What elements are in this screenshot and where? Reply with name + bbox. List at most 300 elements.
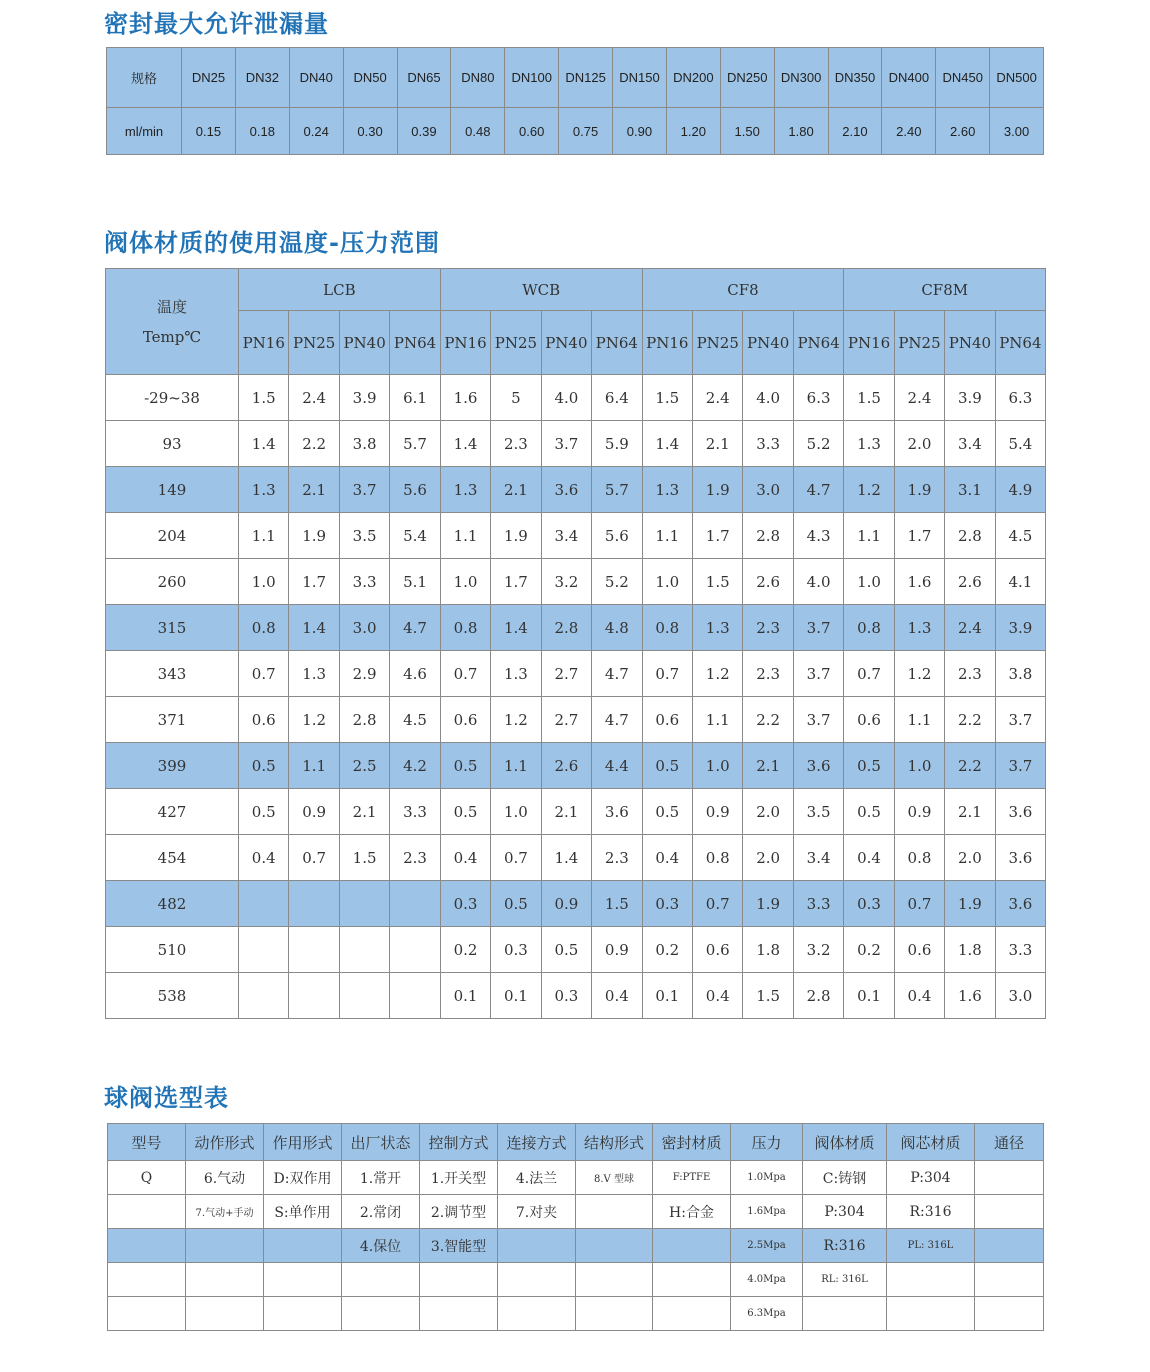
temp-cell: 538 <box>106 973 239 1019</box>
size-cell: DN125 <box>559 48 613 108</box>
pressure-cell: 5.9 <box>592 421 642 467</box>
pressure-cell: 2.1 <box>289 467 339 513</box>
pressure-cell: 1.2 <box>491 697 541 743</box>
temp-row <box>106 835 1046 881</box>
pressure-cell: 3.2 <box>793 927 843 973</box>
temp-header <box>106 269 239 375</box>
selection-cell: 1.开关型 <box>420 1161 498 1195</box>
pressure-cell: 0.7 <box>440 651 490 697</box>
size-cell: DN100 <box>505 48 559 108</box>
temp-row <box>106 697 1046 743</box>
pressure-cell: 0.9 <box>289 789 339 835</box>
pn-header: PN25 <box>491 311 541 375</box>
pressure-cell: 0.4 <box>440 835 490 881</box>
pressure-cell <box>390 881 440 927</box>
pressure-cell: 1.3 <box>693 605 743 651</box>
selection-cell <box>342 1263 420 1297</box>
pressure-cell: 1.4 <box>239 421 289 467</box>
pressure-cell: 3.6 <box>995 881 1045 927</box>
selection-header-cell: 通径 <box>975 1124 1044 1161</box>
pressure-cell: 2.7 <box>541 651 591 697</box>
pressure-cell: 4.4 <box>592 743 642 789</box>
selection-cell: C:铸钢 <box>803 1161 887 1195</box>
pn-header: PN40 <box>743 311 793 375</box>
pressure-cell <box>339 927 389 973</box>
pressure-cell: 1.1 <box>239 513 289 559</box>
pressure-cell <box>239 881 289 927</box>
pressure-cell: 0.9 <box>592 927 642 973</box>
pressure-cell: 0.7 <box>844 651 894 697</box>
pressure-cell: 0.2 <box>844 927 894 973</box>
selection-cell: 1.6Mpa <box>731 1195 803 1229</box>
selection-row <box>108 1229 1044 1263</box>
pressure-cell: 5.7 <box>592 467 642 513</box>
pn-header: PN64 <box>793 311 843 375</box>
selection-row <box>108 1195 1044 1229</box>
leakage-value-cell: 1.80 <box>774 108 828 155</box>
pressure-cell: 0.9 <box>541 881 591 927</box>
pressure-cell: 2.6 <box>945 559 995 605</box>
selection-cell: 1.0Mpa <box>731 1161 803 1195</box>
pressure-cell: 2.5 <box>339 743 389 789</box>
pressure-cell: 3.9 <box>339 375 389 421</box>
pressure-cell: 1.1 <box>289 743 339 789</box>
pressure-cell: 3.0 <box>995 973 1045 1019</box>
pressure-cell: 1.1 <box>491 743 541 789</box>
selection-header-row <box>108 1124 1044 1161</box>
selection-cell: 8.V 型球 <box>576 1161 653 1195</box>
pressure-cell: 3.4 <box>945 421 995 467</box>
material-WCB: WCB <box>440 269 642 311</box>
temp-cell: 482 <box>106 881 239 927</box>
size-cell: DN200 <box>666 48 720 108</box>
pressure-cell: 2.3 <box>592 835 642 881</box>
temp-row <box>106 973 1046 1019</box>
pressure-cell: 0.5 <box>491 881 541 927</box>
pn-header: PN16 <box>642 311 692 375</box>
temp-row <box>106 467 1046 513</box>
selection-cell <box>108 1195 186 1229</box>
pressure-cell: 0.3 <box>844 881 894 927</box>
pressure-cell: 1.4 <box>491 605 541 651</box>
pressure-cell: 2.1 <box>743 743 793 789</box>
leakage-value-cell: 1.50 <box>720 108 774 155</box>
pressure-cell: 0.7 <box>289 835 339 881</box>
pressure-cell: 2.3 <box>945 651 995 697</box>
size-cell: DN500 <box>990 48 1044 108</box>
pressure-cell <box>239 973 289 1019</box>
leakage-value-cell: 3.00 <box>990 108 1044 155</box>
unit-label: ml/min <box>107 108 182 155</box>
pressure-cell: 2.1 <box>541 789 591 835</box>
pressure-cell: 2.6 <box>743 559 793 605</box>
pressure-cell: 4.3 <box>793 513 843 559</box>
size-cell: DN350 <box>828 48 882 108</box>
pressure-cell: 3.5 <box>339 513 389 559</box>
pressure-cell: 1.9 <box>289 513 339 559</box>
selection-cell <box>887 1263 975 1297</box>
leakage-value-cell: 0.24 <box>289 108 343 155</box>
pn-header: PN16 <box>239 311 289 375</box>
pressure-cell: 2.1 <box>339 789 389 835</box>
selection-cell: Q <box>108 1161 186 1195</box>
selection-cell <box>342 1297 420 1331</box>
leakage-title: 密封最大允许泄漏量 <box>104 10 329 38</box>
pressure-cell: 4.0 <box>743 375 793 421</box>
temp-cell: 93 <box>106 421 239 467</box>
pressure-cell: 3.9 <box>995 605 1045 651</box>
selection-header-cell: 压力 <box>731 1124 803 1161</box>
pressure-cell: 4.9 <box>995 467 1045 513</box>
temp-cell: 149 <box>106 467 239 513</box>
selection-cell <box>803 1297 887 1331</box>
pressure-cell: 1.2 <box>693 651 743 697</box>
pressure-cell: 4.7 <box>592 651 642 697</box>
pressure-cell: 0.7 <box>491 835 541 881</box>
selection-cell: 4.保位 <box>342 1229 420 1263</box>
pressure-cell: 0.4 <box>894 973 944 1019</box>
pressure-cell: 2.2 <box>945 697 995 743</box>
pressure-cell: 3.6 <box>995 789 1045 835</box>
pressure-cell: 0.6 <box>239 697 289 743</box>
pressure-cell: 0.1 <box>491 973 541 1019</box>
pressure-cell: 0.6 <box>693 927 743 973</box>
pressure-cell: 2.2 <box>743 697 793 743</box>
selection-cell <box>186 1297 264 1331</box>
selection-cell <box>653 1229 731 1263</box>
pressure-cell: 2.3 <box>743 651 793 697</box>
pn-header: PN16 <box>440 311 490 375</box>
pn-header: PN64 <box>390 311 440 375</box>
selection-cell <box>653 1297 731 1331</box>
leakage-value-cell: 0.48 <box>451 108 505 155</box>
pressure-cell: 0.1 <box>844 973 894 1019</box>
pressure-cell: 0.8 <box>239 605 289 651</box>
selection-cell <box>576 1263 653 1297</box>
size-cell: DN250 <box>720 48 774 108</box>
pressure-cell: 3.8 <box>339 421 389 467</box>
pressure-cell: 0.5 <box>844 743 894 789</box>
pressure-cell: 0.3 <box>642 881 692 927</box>
pressure-cell: 6.3 <box>793 375 843 421</box>
pressure-cell: 4.7 <box>592 697 642 743</box>
pressure-cell: 0.5 <box>642 789 692 835</box>
selection-cell <box>264 1229 342 1263</box>
pressure-cell: 1.1 <box>894 697 944 743</box>
pressure-cell: 1.3 <box>894 605 944 651</box>
pressure-cell: 1.3 <box>289 651 339 697</box>
pressure-cell: 0.4 <box>844 835 894 881</box>
pressure-cell: 1.4 <box>642 421 692 467</box>
size-cell: DN150 <box>613 48 667 108</box>
pressure-cell: 3.6 <box>793 743 843 789</box>
selection-header-cell: 结构形式 <box>576 1124 653 1161</box>
pressure-cell: 1.0 <box>894 743 944 789</box>
pressure-cell: 1.0 <box>844 559 894 605</box>
pressure-cell: 0.4 <box>642 835 692 881</box>
pressure-cell: 4.7 <box>793 467 843 513</box>
selection-cell <box>498 1229 576 1263</box>
pressure-cell: 6.1 <box>390 375 440 421</box>
selection-cell <box>264 1297 342 1331</box>
material-LCB: LCB <box>239 269 441 311</box>
pressure-cell <box>289 881 339 927</box>
temp-label: 温度 <box>156 297 187 316</box>
pressure-cell: 4.8 <box>592 605 642 651</box>
pn-header: PN25 <box>693 311 743 375</box>
selection-cell: P:304 <box>803 1195 887 1229</box>
selection-cell <box>420 1263 498 1297</box>
pressure-cell: 0.5 <box>239 743 289 789</box>
pn-header: PN16 <box>844 311 894 375</box>
pn-header: PN40 <box>541 311 591 375</box>
pressure-cell: 3.6 <box>592 789 642 835</box>
pressure-cell: 2.6 <box>541 743 591 789</box>
selection-cell <box>975 1263 1044 1297</box>
selection-row <box>108 1263 1044 1297</box>
temp-cell: 371 <box>106 697 239 743</box>
pressure-cell: 1.5 <box>844 375 894 421</box>
pressure-cell <box>390 927 440 973</box>
pressure-cell <box>239 927 289 973</box>
temp-cell: 399 <box>106 743 239 789</box>
selection-cell: 2.调节型 <box>420 1195 498 1229</box>
size-cell: DN65 <box>397 48 451 108</box>
pressure-cell: 0.7 <box>894 881 944 927</box>
selection-cell: S:单作用 <box>264 1195 342 1229</box>
pressure-cell: 3.7 <box>339 467 389 513</box>
pressure-cell: 3.6 <box>995 835 1045 881</box>
pressure-cell: 2.0 <box>743 789 793 835</box>
pressure-cell: 0.8 <box>642 605 692 651</box>
pressure-cell: 1.1 <box>440 513 490 559</box>
pressure-cell: 0.6 <box>440 697 490 743</box>
pressure-cell: 5.4 <box>390 513 440 559</box>
leakage-value-cell: 0.60 <box>505 108 559 155</box>
pressure-cell: 2.4 <box>945 605 995 651</box>
temp-row <box>106 513 1046 559</box>
selection-cell: 7.对夹 <box>498 1195 576 1229</box>
pressure-cell: 1.6 <box>440 375 490 421</box>
pressure-cell: 1.3 <box>491 651 541 697</box>
pressure-cell: 3.8 <box>995 651 1045 697</box>
pressure-cell: 3.7 <box>793 651 843 697</box>
pressure-cell: 4.1 <box>995 559 1045 605</box>
size-cell: DN32 <box>235 48 289 108</box>
pressure-cell: 1.0 <box>642 559 692 605</box>
pressure-cell: 1.1 <box>844 513 894 559</box>
pressure-cell: 0.8 <box>440 605 490 651</box>
selection-header-cell: 控制方式 <box>420 1124 498 1161</box>
pressure-cell: 3.0 <box>339 605 389 651</box>
pressure-cell: 5.2 <box>592 559 642 605</box>
size-cell: DN40 <box>289 48 343 108</box>
temp-cell: 343 <box>106 651 239 697</box>
pressure-cell: 1.4 <box>541 835 591 881</box>
selection-header-cell: 阀体材质 <box>803 1124 887 1161</box>
pressure-cell: 2.1 <box>693 421 743 467</box>
selection-cell: 2.常闭 <box>342 1195 420 1229</box>
pressure-cell: 0.4 <box>693 973 743 1019</box>
temp-row <box>106 605 1046 651</box>
selection-cell: H:合金 <box>653 1195 731 1229</box>
pressure-cell <box>339 881 389 927</box>
pressure-cell: 1.1 <box>693 697 743 743</box>
leakage-value-cell: 0.30 <box>343 108 397 155</box>
selection-header-cell: 连接方式 <box>498 1124 576 1161</box>
leakage-value-cell: 0.39 <box>397 108 451 155</box>
pressure-cell: 0.5 <box>440 743 490 789</box>
selection-cell <box>975 1195 1044 1229</box>
pressure-cell: 2.1 <box>945 789 995 835</box>
pressure-cell <box>289 927 339 973</box>
pressure-cell: 1.5 <box>743 973 793 1019</box>
pressure-cell: 0.3 <box>491 927 541 973</box>
pressure-cell: 2.4 <box>693 375 743 421</box>
pressure-cell: 0.8 <box>894 835 944 881</box>
leakage-value-row <box>107 108 1044 155</box>
selection-header-cell: 阀芯材质 <box>887 1124 975 1161</box>
selection-cell <box>108 1297 186 1331</box>
selection-table <box>107 1123 1044 1331</box>
selection-cell <box>887 1297 975 1331</box>
pressure-cell: 0.8 <box>693 835 743 881</box>
pressure-cell: 0.6 <box>642 697 692 743</box>
selection-header-cell: 作用形式 <box>264 1124 342 1161</box>
selection-cell: D:双作用 <box>264 1161 342 1195</box>
pressure-cell: 3.3 <box>390 789 440 835</box>
pressure-cell: 0.5 <box>642 743 692 789</box>
pressure-cell: 3.7 <box>995 697 1045 743</box>
pressure-cell: 1.7 <box>491 559 541 605</box>
pressure-cell: 5 <box>491 375 541 421</box>
pressure-cell: 1.3 <box>642 467 692 513</box>
pressure-cell: 0.3 <box>440 881 490 927</box>
selection-cell <box>975 1161 1044 1195</box>
pressure-cell: 1.3 <box>440 467 490 513</box>
selection-cell: R:316 <box>887 1195 975 1229</box>
pressure-cell: 1.9 <box>693 467 743 513</box>
pressure-cell: 2.9 <box>339 651 389 697</box>
pressure-cell: 1.5 <box>592 881 642 927</box>
temp-cell: 315 <box>106 605 239 651</box>
pressure-cell: 5.6 <box>592 513 642 559</box>
pn-header: PN40 <box>945 311 995 375</box>
selection-header-cell: 密封材质 <box>653 1124 731 1161</box>
pressure-cell: 1.9 <box>945 881 995 927</box>
pressure-cell: 3.3 <box>793 881 843 927</box>
selection-cell <box>264 1263 342 1297</box>
selection-cell <box>186 1263 264 1297</box>
pressure-cell: 1.0 <box>239 559 289 605</box>
pressure-cell: 0.6 <box>894 927 944 973</box>
pressure-cell: 3.7 <box>541 421 591 467</box>
pressure-cell: 1.3 <box>239 467 289 513</box>
pressure-cell: 3.3 <box>995 927 1045 973</box>
pressure-cell: 5.4 <box>995 421 1045 467</box>
selection-cell <box>498 1263 576 1297</box>
pressure-cell: 4.6 <box>390 651 440 697</box>
leakage-value-cell: 2.10 <box>828 108 882 155</box>
pressure-cell: 1.9 <box>743 881 793 927</box>
pressure-cell: 1.1 <box>642 513 692 559</box>
selection-cell: F:PTFE <box>653 1161 731 1195</box>
pressure-cell: 2.3 <box>390 835 440 881</box>
selection-cell <box>576 1195 653 1229</box>
selection-cell <box>653 1263 731 1297</box>
leakage-value-cell: 2.60 <box>936 108 990 155</box>
pressure-cell: 3.4 <box>793 835 843 881</box>
pn-header-row <box>106 311 1046 375</box>
pressure-cell: 1.9 <box>894 467 944 513</box>
pressure-cell: 1.7 <box>693 513 743 559</box>
pressure-cell: 4.5 <box>995 513 1045 559</box>
selection-cell: P:304 <box>887 1161 975 1195</box>
pressure-cell <box>390 973 440 1019</box>
pn-header: PN64 <box>995 311 1045 375</box>
pressure-cell: 0.5 <box>239 789 289 835</box>
selection-cell: PL: 316L <box>887 1229 975 1263</box>
selection-cell: 2.5Mpa <box>731 1229 803 1263</box>
pressure-cell: 0.1 <box>440 973 490 1019</box>
temp-cell: 260 <box>106 559 239 605</box>
pressure-cell: 1.5 <box>693 559 743 605</box>
temp-row <box>106 375 1046 421</box>
selection-cell <box>186 1229 264 1263</box>
size-cell: DN300 <box>774 48 828 108</box>
pressure-cell: 3.5 <box>793 789 843 835</box>
leakage-value-cell: 0.18 <box>235 108 289 155</box>
pressure-cell <box>339 973 389 1019</box>
pressure-cell: 0.5 <box>440 789 490 835</box>
temp-pressure-title: 阀体材质的使用温度-压力范围 <box>104 229 440 257</box>
temp-cell: -29~38 <box>106 375 239 421</box>
temp-row <box>106 651 1046 697</box>
pressure-cell: 1.0 <box>440 559 490 605</box>
pn-header: PN64 <box>592 311 642 375</box>
temp-cell: 510 <box>106 927 239 973</box>
pn-header: PN25 <box>289 311 339 375</box>
pressure-cell: 2.3 <box>491 421 541 467</box>
pressure-cell: 0.2 <box>642 927 692 973</box>
pressure-cell: 4.5 <box>390 697 440 743</box>
pressure-cell: 3.7 <box>793 697 843 743</box>
temp-cell: 204 <box>106 513 239 559</box>
pressure-cell: 2.2 <box>289 421 339 467</box>
pressure-cell: 3.7 <box>793 605 843 651</box>
size-cell: DN50 <box>343 48 397 108</box>
pressure-cell: 1.6 <box>945 973 995 1019</box>
selection-cell <box>975 1229 1044 1263</box>
pressure-cell: 1.7 <box>894 513 944 559</box>
pressure-cell: 5.6 <box>390 467 440 513</box>
pressure-cell: 1.0 <box>693 743 743 789</box>
temp-row <box>106 559 1046 605</box>
pressure-cell: 0.6 <box>844 697 894 743</box>
pressure-cell: 1.4 <box>289 605 339 651</box>
pressure-cell: 5.2 <box>793 421 843 467</box>
pressure-cell: 1.9 <box>491 513 541 559</box>
temp-cell: 427 <box>106 789 239 835</box>
pressure-cell: 2.7 <box>541 697 591 743</box>
selection-cell <box>498 1297 576 1331</box>
pressure-cell: 0.9 <box>894 789 944 835</box>
selection-cell: 4.0Mpa <box>731 1263 803 1297</box>
selection-cell: 4.法兰 <box>498 1161 576 1195</box>
selection-cell <box>108 1229 186 1263</box>
selection-cell: 3.智能型 <box>420 1229 498 1263</box>
pressure-cell: 1.5 <box>339 835 389 881</box>
